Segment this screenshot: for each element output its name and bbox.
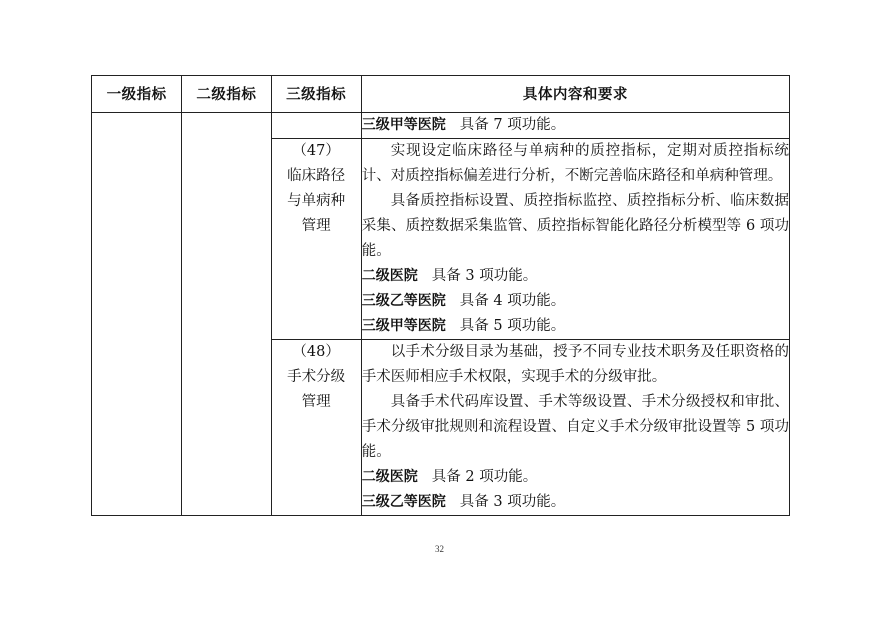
header-level2: 二级指标: [182, 76, 271, 113]
content-cell-47: [361, 139, 789, 340]
requirement-line: [362, 314, 789, 339]
page-number: 32: [435, 544, 444, 554]
requirement-line: [362, 490, 789, 515]
table-row: [92, 113, 790, 139]
requirement-text: 具备 3 项功能。: [459, 494, 566, 510]
header-content: 具体内容和要求: [361, 76, 789, 113]
item-name: 临床路径与单病种管理: [287, 168, 346, 234]
header-level3: 三级指标: [271, 76, 361, 113]
requirement-line: [362, 113, 789, 138]
hospital-level: 三级乙等医院: [361, 494, 446, 510]
header-level1: 一级指标: [92, 76, 182, 113]
requirement-line: [362, 465, 789, 490]
level3-cell-48: [271, 340, 361, 516]
hospital-level: 三级甲等医院: [361, 318, 446, 334]
level2-cell: [182, 113, 271, 516]
requirement-text: 具备 7 项功能。: [459, 117, 566, 133]
requirement-text: 具备 2 项功能。: [431, 469, 538, 485]
requirement-line: [362, 289, 789, 314]
hospital-level: 二级医院: [361, 469, 418, 485]
table-header-row: [92, 76, 790, 113]
level3-cell-continued: [271, 113, 361, 139]
level3-cell-47: [271, 139, 361, 340]
content-paragraph: 实现设定临床路径与单病种的质控指标，定期对质控指标统计、对质控指标偏差进行分析，不断完善临床路径和单病种管理。: [361, 143, 789, 184]
indicator-table: [91, 75, 790, 516]
hospital-level: 三级甲等医院: [361, 117, 446, 133]
hospital-level: 二级医院: [361, 268, 418, 284]
content-paragraph: 以手术分级目录为基础，授予不同专业技术职务及任职资格的手术医师相应手术权限，实现手术的分级审批。: [361, 344, 789, 385]
content-paragraph: 具备质控指标设置、质控指标监控、质控指标分析、临床数据采集、质控数据采集监管、质控指标智能化路径分析模型等 6 项功能。: [361, 193, 789, 259]
level1-cell: [92, 113, 182, 516]
item-number: （47）: [292, 143, 340, 159]
requirement-text: 具备 3 项功能。: [431, 268, 538, 284]
content-paragraph: 具备手术代码库设置、手术等级设置、手术分级授权和审批、手术分级审批规则和流程设置、自定义手术分级审批设置等 5 项功能。: [361, 394, 789, 460]
content-cell-48: [361, 340, 789, 516]
requirement-text: 具备 4 项功能。: [459, 293, 566, 309]
hospital-level: 三级乙等医院: [361, 293, 446, 309]
item-name: 手术分级管理: [287, 369, 346, 410]
requirement-text: 具备 5 项功能。: [459, 318, 566, 334]
item-number: （48）: [292, 344, 340, 360]
content-cell-continued: [361, 113, 789, 139]
requirement-line: [362, 264, 789, 289]
